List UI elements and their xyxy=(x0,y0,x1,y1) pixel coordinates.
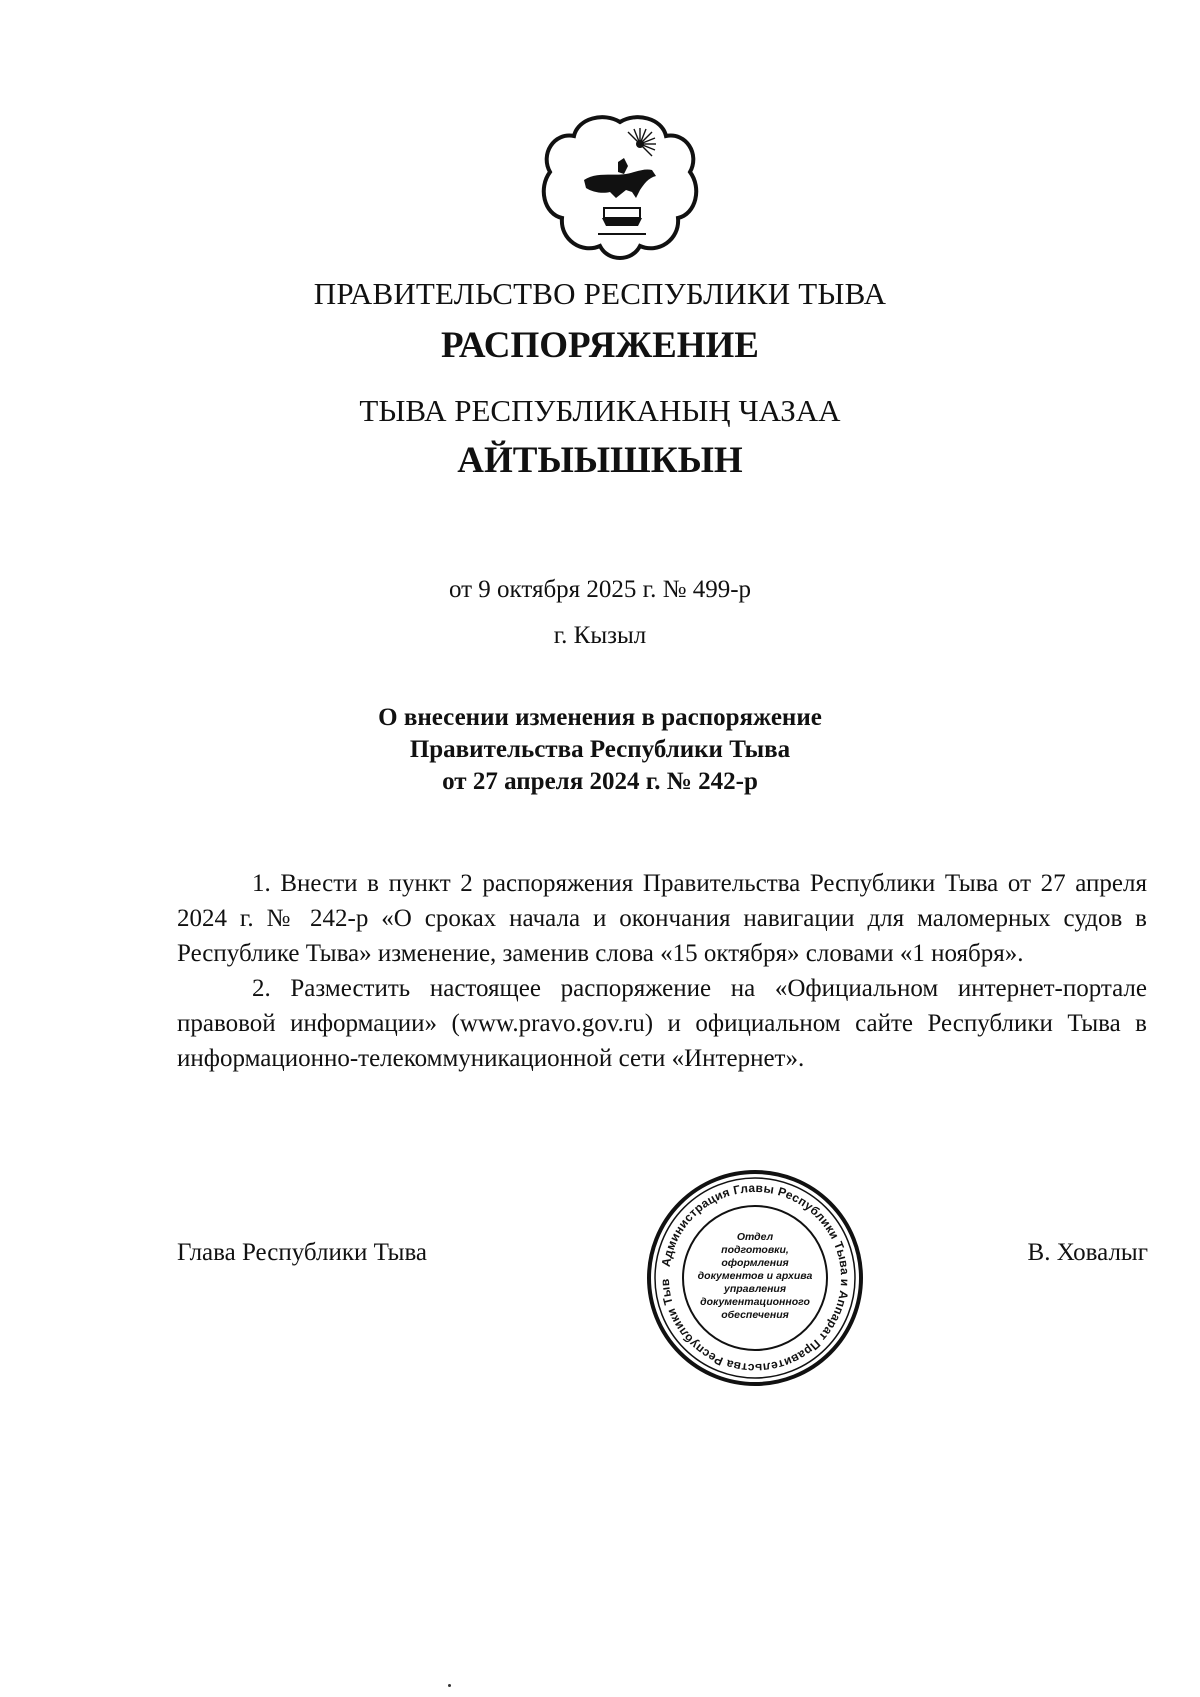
document-type: РАСПОРЯЖЕНИЕ xyxy=(440,325,759,366)
government-name: ПРАВИТЕЛЬСТВО РЕСПУБЛИКИ ТЫВА xyxy=(313,276,887,311)
stamp-line-1: Отдел xyxy=(736,1231,774,1243)
title-line-3: от 27 апреля 2024 г. № 242-р xyxy=(442,768,758,795)
stamp-line-2: подготовки, xyxy=(721,1244,789,1256)
stamp-line-5: управления xyxy=(723,1283,787,1295)
document-city: г. Кызыл xyxy=(553,622,647,649)
scan-speck xyxy=(448,1684,451,1687)
title-line-2: Правительства Республики Тыва xyxy=(409,736,791,763)
official-stamp xyxy=(645,1168,865,1388)
government-name-tyvan: ТЫВА РЕСПУБЛИКАНЫҢ ЧАЗАА xyxy=(359,393,841,428)
body-paragraph-2: 2. Разместить настоящее распоряжение на «Официальном интернет-портале правовой информации» (www.pravo.gov.ru) и официальном сайте Республики Тыва в информационно-телекоммуникационной сети «Интернет». xyxy=(177,975,1147,1072)
tyva-coat-of-arms-icon xyxy=(540,114,700,264)
stamp-line-4: документов и архива xyxy=(697,1270,813,1282)
title-line-1: О внесении изменения в распоряжение xyxy=(378,704,822,731)
body-paragraph-1: 1. Внести в пункт 2 распоряжения Правительства Республики Тыва от 27 апреля 2024 г. № 242-р «О сроках начала и окончания навигации для маломерных судов в Республике Тыва» изменение, заменив слова «15 октября» словами «1 ноября». xyxy=(177,870,1147,967)
stamp-line-7: обеспечения xyxy=(721,1309,789,1321)
document-body xyxy=(177,866,1147,1076)
stamp-line-3: оформления xyxy=(721,1257,789,1269)
stamp-ring-text: Администрация Главы Республики Тыва и Аппарат Правительства Республики Тыв xyxy=(657,1180,853,1376)
document-title xyxy=(0,702,1200,798)
document-date-number: от 9 октября 2025 г. № 499-р xyxy=(448,576,752,603)
signatory-position: Глава Республики Тыва xyxy=(177,1239,428,1266)
document-type-tyvan: АЙТЫЫШКЫН xyxy=(457,440,743,481)
signatory-name: В. Ховалыг xyxy=(1027,1239,1148,1266)
stamp-line-6: документационного xyxy=(700,1296,810,1308)
